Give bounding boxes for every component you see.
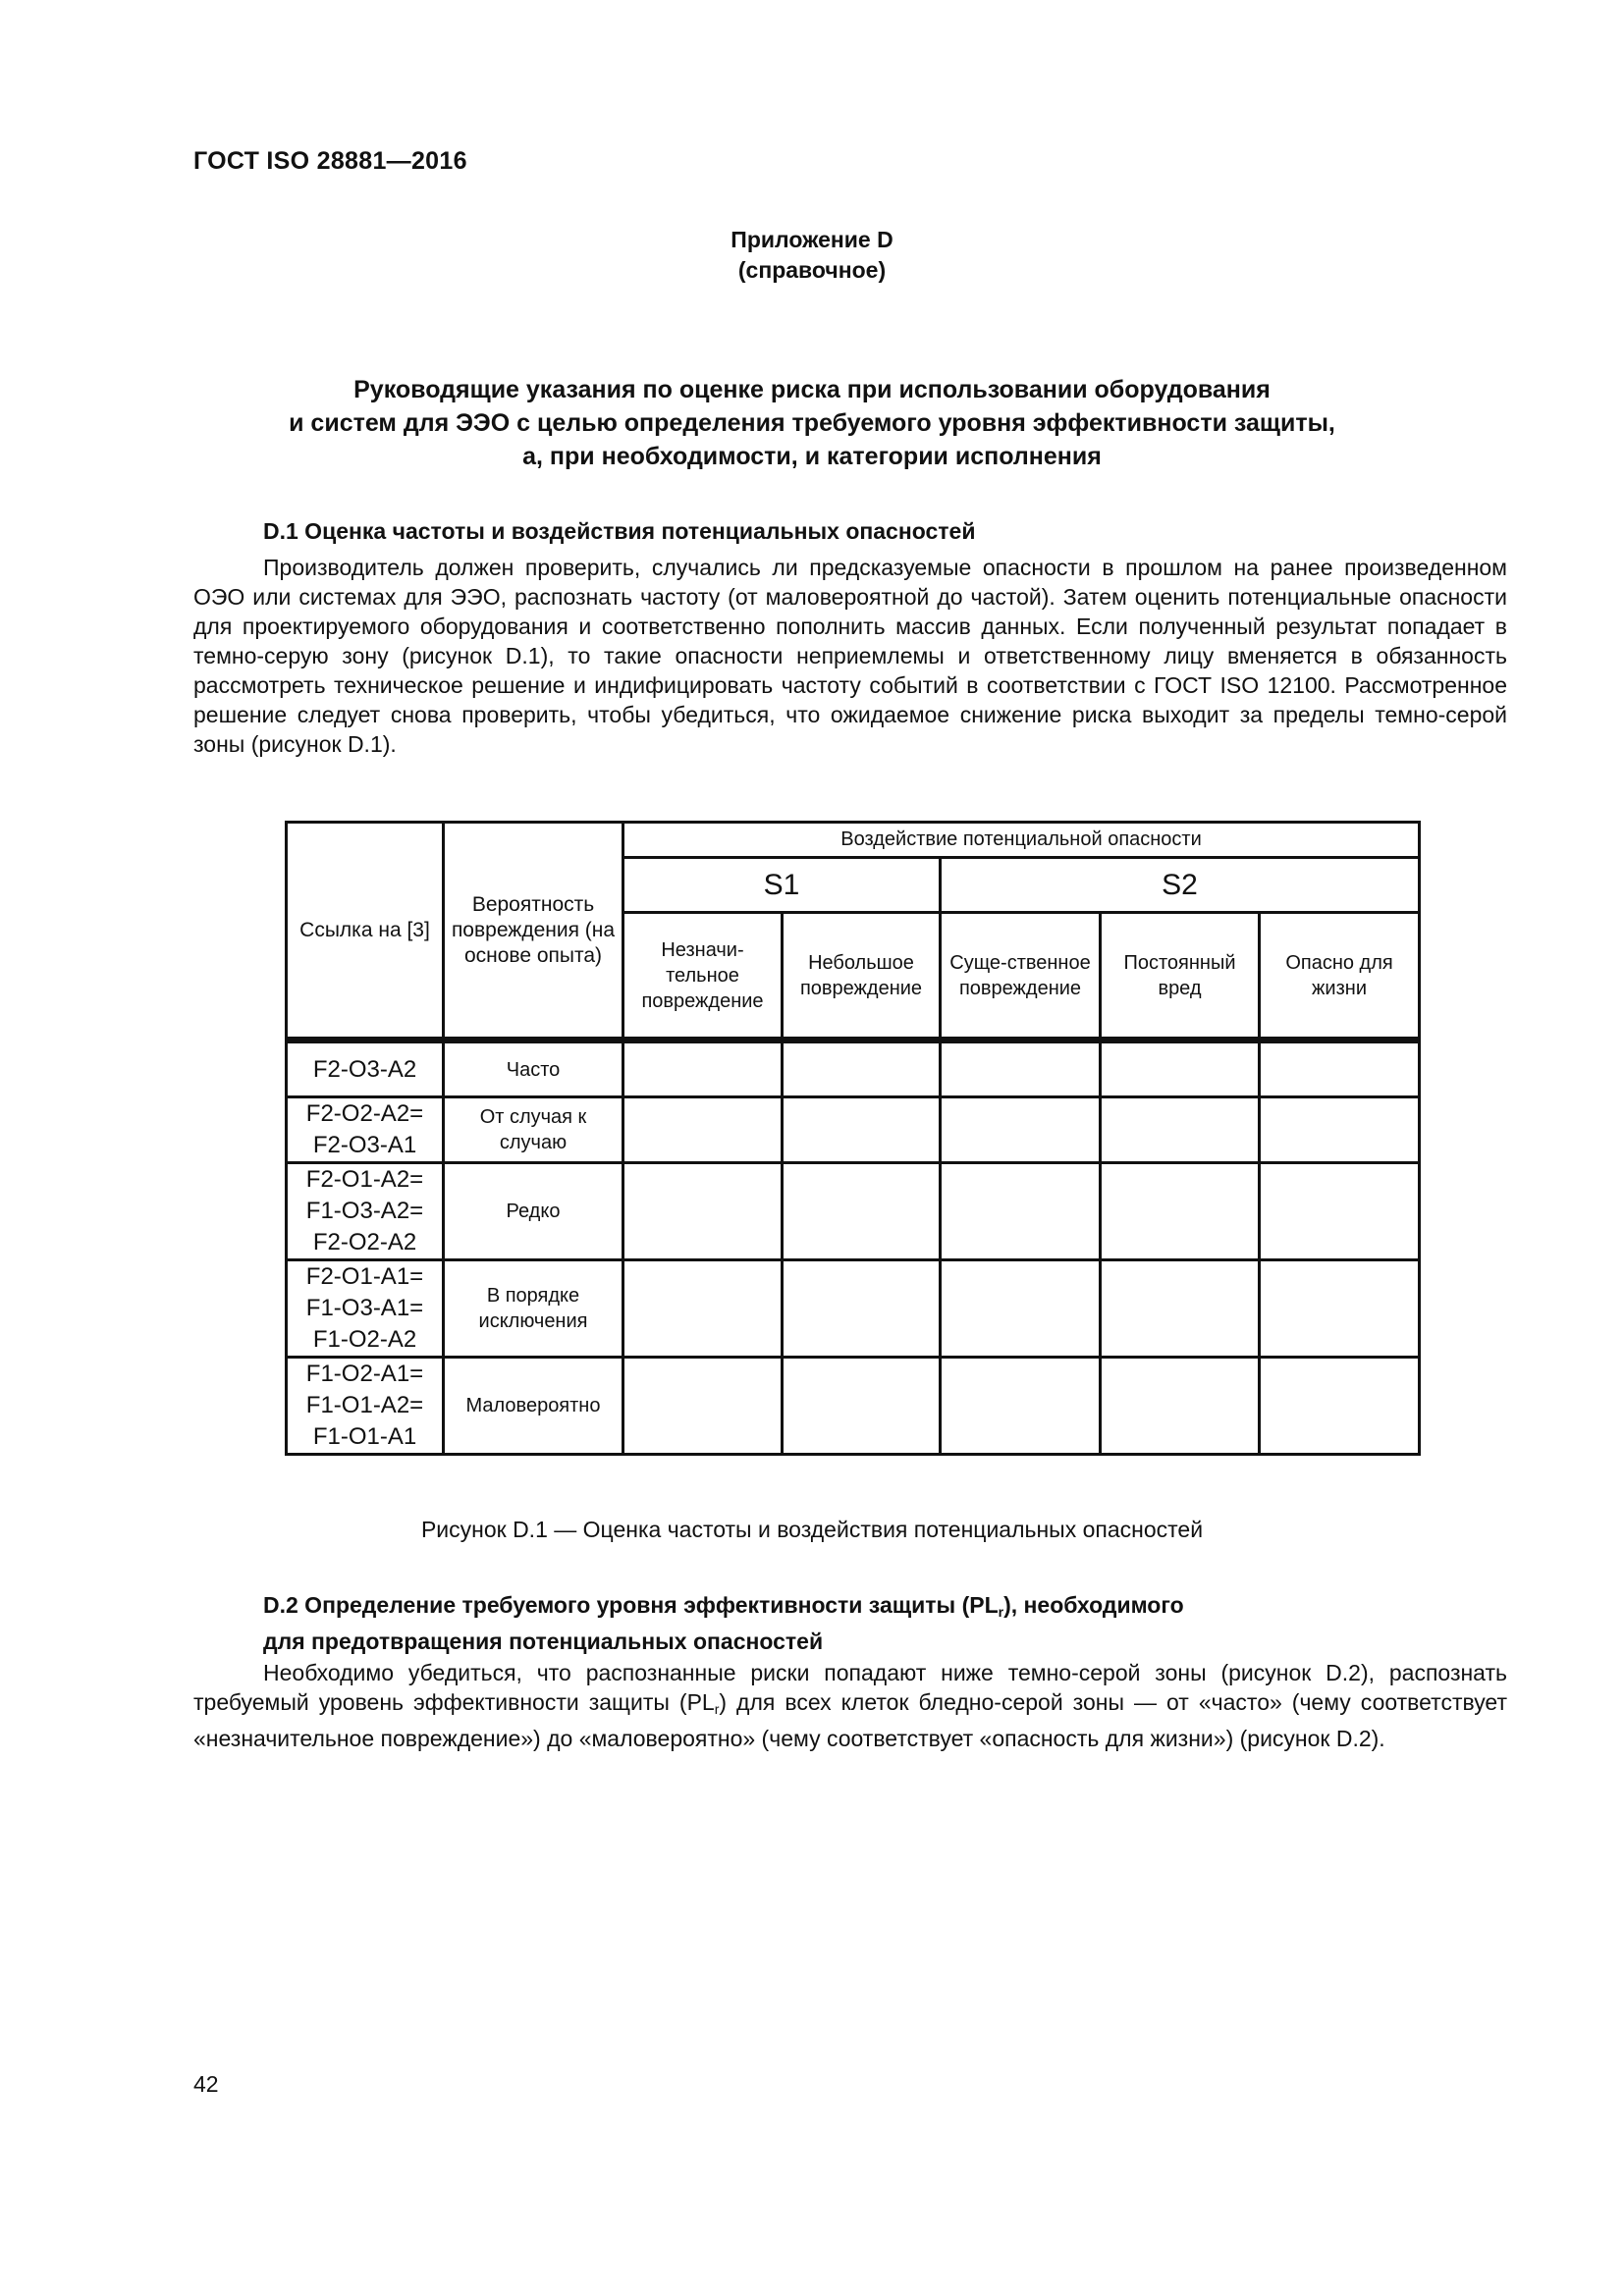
table-cell	[783, 1097, 941, 1163]
table-row	[287, 1097, 1420, 1163]
heading-text: D.2 Определение требуемого уровня эффективности защиты (PL	[263, 1592, 999, 1618]
row-reference: F2-O2-A2= F2-O3-A1	[287, 1097, 444, 1163]
row-reference: F1-O2-A1= F1-O1-A2= F1-O1-A1	[287, 1358, 444, 1455]
table-cell	[941, 1097, 1101, 1163]
table-cell	[783, 1260, 941, 1358]
group-s1: S1	[623, 858, 941, 913]
header-probability: Вероятность повреждения (на основе опыта)	[444, 823, 623, 1041]
table-cell	[1101, 1358, 1260, 1455]
severity-negligible: Незначи-тельное повреждение	[623, 913, 783, 1041]
table-cell	[783, 1163, 941, 1260]
severity-significant: Суще-ственное повреждение	[941, 913, 1101, 1041]
section-d2-heading-line-1	[263, 1590, 1184, 1627]
table-cell	[1101, 1097, 1260, 1163]
heading-text-end: ), необходимого	[1003, 1592, 1184, 1618]
section-d2-heading	[263, 1590, 1184, 1656]
severity-permanent: Постоянный вред	[1101, 913, 1260, 1041]
severity-life-threatening: Опасно для жизни	[1260, 913, 1420, 1041]
row-reference: F2-O1-A2= F1-O3-A2= F2-O2-A2	[287, 1163, 444, 1260]
table-cell	[623, 1260, 783, 1358]
paragraph-text: Необходимо убедиться, что распознанные риски попадают ниже темно-серой зоны (рисунок D.2), распознать требуемый уровень эффективности защиты (PL	[193, 1660, 1507, 1715]
table-cell	[941, 1358, 1101, 1455]
annex-title	[177, 373, 1447, 473]
section-d1-paragraph: Производитель должен проверить, случались ли предсказуемые опасности в прошлом на ранее произведенном ОЭО или системах для ЭЭО, распознать частоту (от маловероятной до частой). Затем оценить потенциальные опасности для проектируемого оборудования и соответственно пополнить массив данных. Если полученный результат попадает в темно-серую зону (рисунок D.1), то такие опасности неприемлемы и ответственному лицу вменяется в обязанность рассмотреть техническое решение и индифицировать частоту событий в соответствии с ГОСТ ISO 12100. Рассмотренное решение следует снова проверить, чтобы убедиться, что ожидаемое снижение риска выходит за пределы темно-серой зоны (рисунок D.1).	[193, 555, 1507, 757]
header-impact: Воздействие потенциальной опасности	[623, 823, 1420, 858]
row-frequency: Часто	[444, 1041, 623, 1097]
risk-assessment-table	[285, 821, 1421, 1456]
row-reference: F2-O1-A1= F1-O3-A1= F1-O2-A2	[287, 1260, 444, 1358]
table-cell	[1260, 1260, 1420, 1358]
table-cell	[623, 1097, 783, 1163]
table-cell	[1260, 1163, 1420, 1260]
table-cell	[783, 1041, 941, 1097]
group-s2: S2	[941, 858, 1420, 913]
table-cell	[623, 1163, 783, 1260]
row-frequency: В порядке исключения	[444, 1260, 623, 1358]
table-cell	[623, 1358, 783, 1455]
figure-caption: Рисунок D.1 — Оценка частоты и воздействия потенциальных опасностей	[420, 1517, 1204, 1542]
standard-code: ГОСТ ISO 28881—2016	[193, 147, 467, 175]
table-cell	[1101, 1041, 1260, 1097]
section-d2-heading-line-2: для предотвращения потенциальных опасностей	[263, 1629, 824, 1654]
section-d2-paragraph	[193, 1658, 1507, 1753]
table-row	[287, 1358, 1420, 1455]
row-frequency: От случая к случаю	[444, 1097, 623, 1163]
table-cell	[941, 1041, 1101, 1097]
table-cell	[941, 1163, 1101, 1260]
title-line-3: а, при необходимости, и категории исполнения	[522, 443, 1102, 470]
annex-type: (справочное)	[737, 257, 887, 283]
row-reference: F2-O3-A2	[287, 1041, 444, 1097]
table-cell	[1101, 1260, 1260, 1358]
table-cell	[1260, 1097, 1420, 1163]
table-cell	[783, 1358, 941, 1455]
header-reference: Ссылка на [3]	[287, 823, 444, 1041]
table-cell	[1101, 1163, 1260, 1260]
paragraph-text-end: ) для всех клеток бледно-серой зоны — от «часто» (чему соответствует «незначительное повреждение») до «маловероятно» (чему соответствует «опасность для жизни») (рисунок D.2).	[193, 1689, 1507, 1751]
heading-subscript: r	[998, 1604, 1004, 1620]
table-cell	[941, 1260, 1101, 1358]
table-row	[287, 1260, 1420, 1358]
page-number: 42	[193, 2071, 219, 2097]
annex-heading	[0, 225, 1624, 286]
severity-minor: Небольшое повреждение	[783, 913, 941, 1041]
row-frequency: Редко	[444, 1163, 623, 1260]
table-cell	[623, 1041, 783, 1097]
annex-label: Приложение D	[731, 227, 893, 252]
table-cell	[1260, 1041, 1420, 1097]
table-cell	[1260, 1358, 1420, 1455]
title-line-1: Руководящие указания по оценке риска при использовании оборудования	[353, 376, 1271, 403]
row-frequency: Маловероятно	[444, 1358, 623, 1455]
table-row	[287, 1041, 1420, 1097]
section-d1-heading: D.1 Оценка частоты и воздействия потенциальных опасностей	[263, 518, 976, 544]
title-line-2: и систем для ЭЭО с целью определения требуемого уровня эффективности защиты,	[289, 409, 1335, 437]
paragraph-subscript: r	[714, 1701, 720, 1717]
table-row	[287, 1163, 1420, 1260]
